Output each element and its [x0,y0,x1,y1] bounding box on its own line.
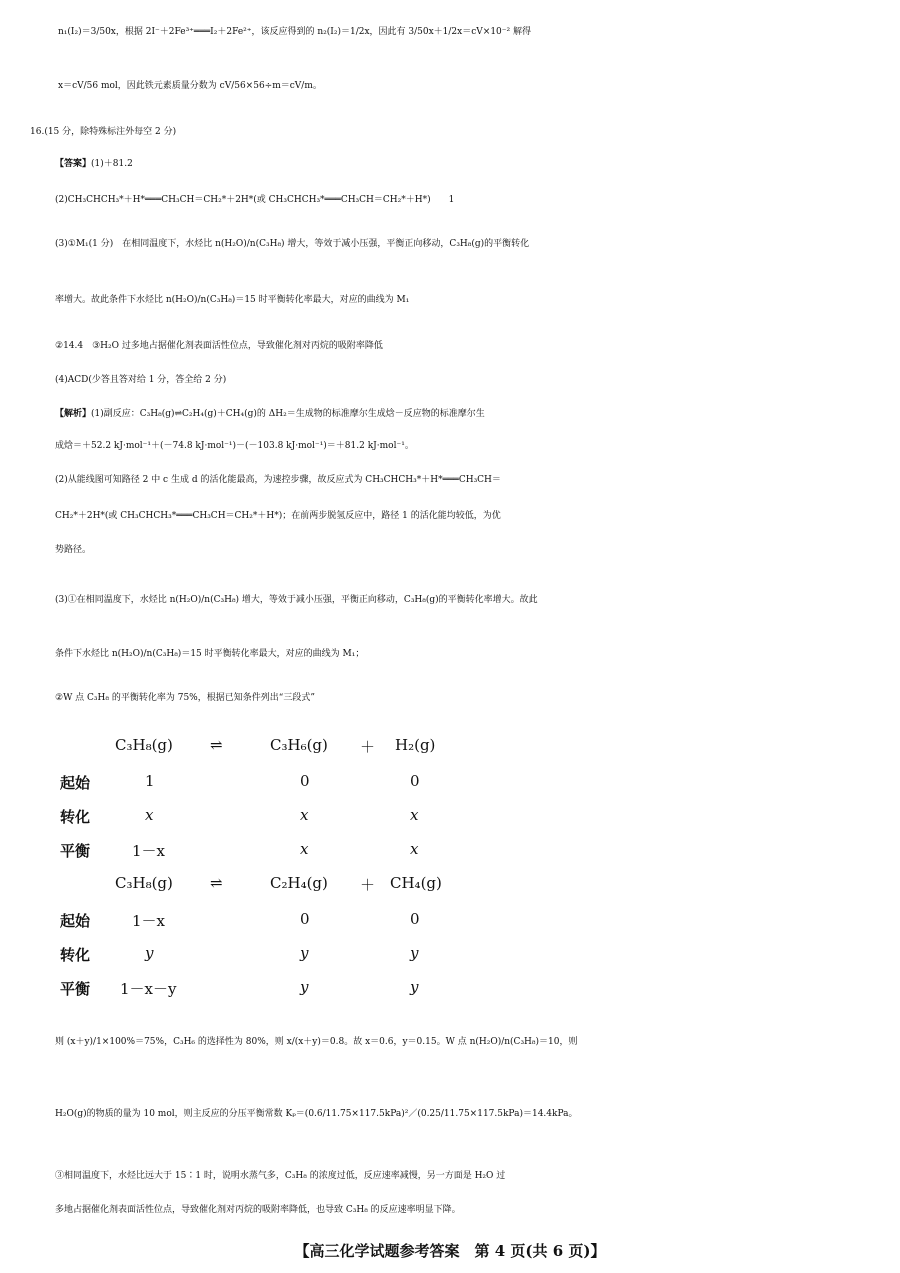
table1-cell: 0 [410,772,420,790]
table2-cell: y [300,978,309,996]
page-footer: 【高三化学试题参考答案 第 4 页(共 6 页)】 [294,1242,606,1260]
table2-cell: y [145,944,154,962]
table1-cell: 0 [300,772,310,790]
explanation-3d2: 多地占据催化剂表面活性位点，导致催化剂对丙烷的吸附率降低，也导致 C₃H₈ 的反应速率明显下降。 [55,1205,461,1215]
table2-cell: 1－x－y [120,980,177,998]
table1-header-reactant: C₃H₈(g) [115,736,173,754]
answer-3c: ②14.4 ③H₂O 过多地占据催化剂表面活性位点，导致催化剂对丙烷的吸附率降低 [55,341,383,351]
table2-cell: y [410,978,419,996]
text-line-2: x＝cV/56 mol，因此铁元素质量分数为 cV/56×56÷m＝cV/m。 [58,81,322,91]
table2-row-label: 起始 [60,912,91,930]
calculation-line-1: 则 (x＋y)/1×100%＝75%，C₃H₆ 的选择性为 80%，则 x/(x＋y)＝0.8。故 x＝0.6，y＝0.15。W 点 n(H₂O)/n(C₃H₈)＝10，则 [55,1037,578,1047]
explanation-2a: (2)从能线图可知路径 2 中 c 生成 d 的活化能最高，为速控步骤，故反应式为 CH₃CHCH₃*＋H*═══CH₃CH＝ [55,475,501,485]
table1-cell: x [145,806,154,824]
table1-header-plus: ＋ [360,738,376,756]
explanation-1a: (1)副反应：C₃H₈(g)⇌C₂H₄(g)＋CH₄(g)的 ΔH₂＝生成物的标准摩尔生成焓－反应物的标准摩尔生 [91,409,485,419]
explanation-2c: 势路径。 [55,545,92,555]
table2-row-label: 平衡 [60,980,91,998]
table1-header-product2: H₂(g) [395,736,436,754]
explanation-3a: (3)①在相同温度下，水烃比 n(H₂O)/n(C₃H₈) 增大，等效于减小压强，平衡正向移动，C₃H₈(g)的平衡转化率增大。故此 [55,595,538,605]
explanation-2b: CH₂*＋2H*(或 CH₃CHCH₃*═══CH₃CH＝CH₂*＋H*)；在前两步脱氢反应中，路径 1 的活化能均较低，为优 [55,511,501,521]
answer-3a: (3)①M₁(1 分) 在相同温度下，水烃比 n(H₂O)/n(C₃H₈) 增大，等效于减小压强，平衡正向移动，C₃H₈(g)的平衡转化 [55,239,530,249]
table2-header-plus: ＋ [360,876,376,894]
answer-4: (4)ACD(少答且答对给 1 分，答全给 2 分) [55,375,227,385]
answer-3b: 率增大。故此条件下水烃比 n(H₂O)/n(C₃H₈)＝15 时平衡转化率最大，对应的曲线为 M₁ [55,295,410,305]
table2-cell: y [300,944,309,962]
table2-header-product2: CH₄(g) [390,874,442,892]
table2-header-product1: C₂H₄(g) [270,874,328,892]
table2-cell: 0 [300,910,310,928]
explanation-1a-line [55,410,900,419]
explanation-1b: 成焓＝＋52.2 kJ·mol⁻¹＋(－74.8 kJ·mol⁻¹)－(－103.8 kJ·mol⁻¹)＝＋81.2 kJ·mol⁻¹。 [55,441,414,451]
answer-label-line [55,160,900,169]
calculation-line-2: H₂O(g)的物质的量为 10 mol，则主反应的分压平衡常数 Kₚ＝(0.6/11.75×117.5kPa)²／(0.25/11.75×117.5kPa)＝14.4kPa。 [55,1109,578,1119]
table2-cell: y [410,944,419,962]
table1-header-arrow: ⇌ [210,736,223,754]
table1-cell: 1－x [132,842,166,860]
answer-1: (1)＋81.2 [91,159,133,169]
table2-cell: 1－x [132,912,166,930]
table1-row-label: 起始 [60,774,91,792]
table2-row-label: 转化 [60,946,91,964]
table2-cell: 0 [410,910,420,928]
table1-header-product1: C₃H₆(g) [270,736,328,754]
table1-cell: x [300,840,309,858]
answer-label: 【答案】 [55,159,92,169]
three-stage-table-2 [60,874,480,1004]
table2-header-arrow: ⇌ [210,874,223,892]
answer-2: (2)CH₃CHCH₃*＋H*═══CH₃CH＝CH₂*＋2H*(或 CH₃CHCH₃*═══CH₃CH＝CH₂*＋H*) 1 [55,195,455,205]
explanation-label: 【解析】 [55,409,92,419]
three-stage-table-1 [60,736,480,866]
text-line-1: n₁(I₂)＝3/50x，根据 2I⁻＋2Fe³⁺═══I₂＋2Fe²⁺，该反应得到的 n₂(I₂)＝1/2x，因此有 3/50x＋1/2x＝cV×10⁻² 解得 [58,27,531,37]
table1-cell: 1 [145,772,155,790]
table2-header-reactant: C₃H₈(g) [115,874,173,892]
explanation-3d1: ③相同温度下，水烃比远大于 15∶1 时，说明水蒸气多，C₃H₈ 的浓度过低，反应速率减慢，另一方面是 H₂O 过 [55,1171,506,1181]
explanation-3c: ②W 点 C₃H₈ 的平衡转化率为 75%，根据已知条件列出“三段式” [55,693,315,703]
table1-row-label: 平衡 [60,842,91,860]
table1-cell: x [300,806,309,824]
table1-cell: x [410,806,419,824]
explanation-3b: 条件下水烃比 n(H₂O)/n(C₃H₈)＝15 时平衡转化率最大，对应的曲线为 M₁； [55,649,365,659]
table1-cell: x [410,840,419,858]
table1-row-label: 转化 [60,808,91,826]
question-16-heading: 16.(15 分，除特殊标注外每空 2 分) [30,127,177,137]
